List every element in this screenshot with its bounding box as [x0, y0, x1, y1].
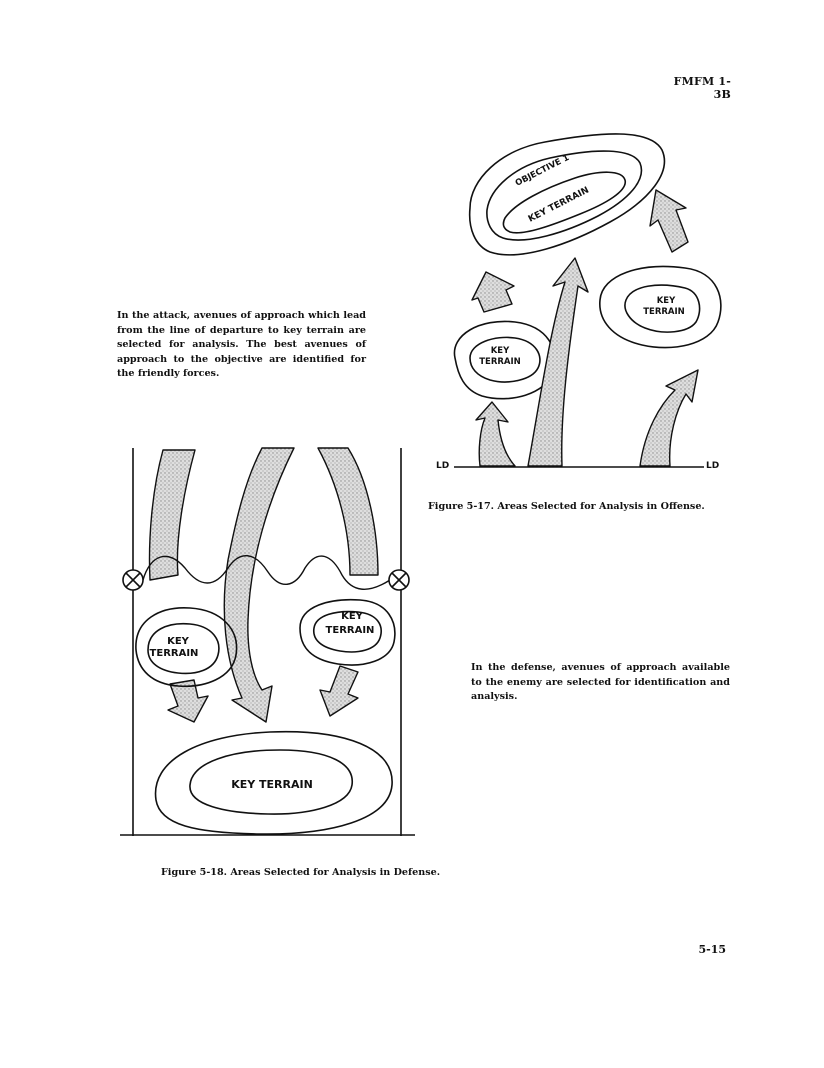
def-key-bottom-label: KEY TERRAIN: [231, 778, 313, 791]
def-key-left-line1: KEY: [167, 636, 189, 647]
attack-paragraph: In the attack, avenues of approach which lead from the line of departure to key terrain are selected for analysis. The best avenues of approach to the objective are identified for the friendly forces.: [117, 310, 366, 379]
left-avenue-arrow: [476, 402, 515, 466]
central-avenue-arrow: [528, 258, 588, 466]
upper-right-arrow: [650, 190, 688, 252]
boundary-marker-left: [123, 570, 143, 590]
upper-left-arrow: [472, 272, 514, 312]
ld-right-label: LD: [706, 461, 720, 471]
right-avenue-arrow: [640, 370, 698, 466]
boundary-marker-right: [389, 570, 409, 590]
figure-5-18: [120, 448, 415, 836]
document-id: FMFM 1-3B: [673, 75, 731, 101]
lower-right-arrow: [320, 666, 358, 716]
objective-label: OBJECTIVE 1: [513, 152, 572, 189]
key-right-line1: KEY: [656, 296, 676, 306]
ld-left-label: LD: [436, 461, 450, 471]
offense-arrows: [472, 190, 698, 466]
figure-5-17-caption: Figure 5-17. Areas Selected for Analysis in Offense.: [428, 501, 705, 512]
key-left-line1: KEY: [490, 346, 510, 356]
def-key-right-line2: TERRAIN: [325, 625, 375, 636]
left-defense-arrow: [150, 450, 195, 580]
key-right-line2: TERRAIN: [643, 307, 685, 317]
defense-arrows: [150, 448, 378, 722]
def-key-right-line1: KEY: [341, 611, 363, 622]
defense-paragraph: In the defense, avenues of approach available to the enemy are selected for identification and analysis.: [471, 662, 730, 702]
page-number: 5-15: [698, 943, 726, 956]
figure-5-18-caption: Figure 5-18. Areas Selected for Analysis in Defense.: [161, 867, 441, 878]
right-defense-arrow: [318, 448, 378, 575]
figure-5-17: [454, 134, 721, 467]
key-left-line2: TERRAIN: [479, 357, 521, 367]
def-key-left-line2: TERRAIN: [149, 648, 199, 659]
key-terrain-objective-label: KEY TERRAIN: [526, 185, 591, 225]
center-defense-arrow: [224, 448, 294, 722]
